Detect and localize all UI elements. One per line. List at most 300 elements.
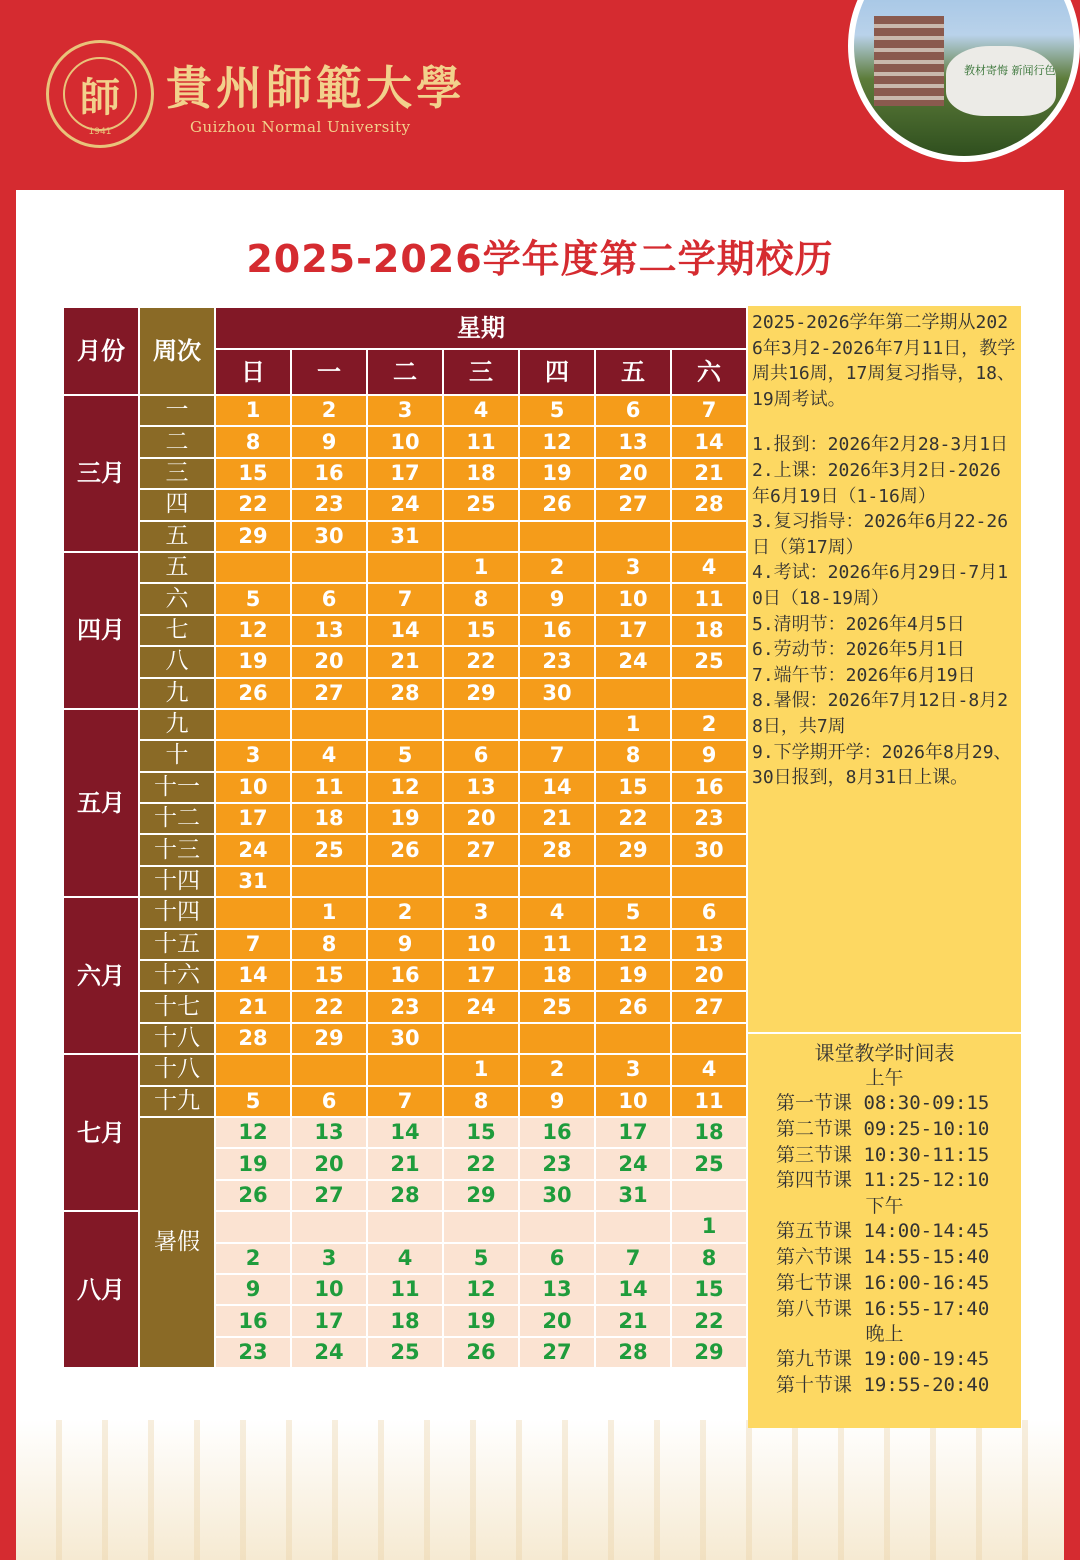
university-name-en: Guizhou Normal University [190, 118, 411, 136]
empty-day-cell [367, 709, 443, 740]
day-cell: 12 [443, 1274, 519, 1305]
day-cell: 7 [215, 929, 291, 960]
day-cell: 4 [291, 740, 367, 771]
table-row [63, 834, 747, 865]
empty-day-cell [215, 897, 291, 928]
day-cell: 8 [443, 583, 519, 614]
empty-day-cell [595, 866, 671, 897]
week-number: 三 [139, 458, 215, 489]
day-cell: 5 [367, 740, 443, 771]
week-number: 十八 [139, 1023, 215, 1054]
day-cell: 5 [215, 583, 291, 614]
day-cell: 18 [671, 1117, 747, 1148]
week-number: 十二 [139, 803, 215, 834]
day-cell: 22 [595, 803, 671, 834]
empty-day-cell [595, 521, 671, 552]
empty-day-cell [367, 866, 443, 897]
period-evening: 晚上 [865, 1323, 904, 1346]
day-cell: 20 [595, 458, 671, 489]
day-cell: 27 [291, 1180, 367, 1211]
day-cell: 17 [367, 458, 443, 489]
table-header-row [63, 307, 747, 349]
day-cell: 24 [291, 1337, 367, 1368]
day-cell: 8 [443, 1086, 519, 1117]
day-cell: 24 [595, 1148, 671, 1179]
day-cell: 25 [519, 991, 595, 1022]
day-cell: 15 [215, 458, 291, 489]
month-label: 六月 [63, 897, 139, 1054]
weekday-label: 三 [443, 349, 519, 395]
empty-day-cell [519, 1211, 595, 1242]
day-cell: 1 [291, 897, 367, 928]
rock-inscription: 教材寄悔 新闻行色 [964, 64, 1056, 77]
table-row [63, 395, 747, 426]
day-cell: 6 [519, 1243, 595, 1274]
empty-day-cell [519, 1023, 595, 1054]
day-cell: 10 [215, 772, 291, 803]
day-cell: 5 [519, 395, 595, 426]
table-row [63, 897, 747, 928]
day-cell: 21 [215, 991, 291, 1022]
month-label: 七月 [63, 1054, 139, 1211]
week-number: 九 [139, 709, 215, 740]
weekday-label: 四 [519, 349, 595, 395]
day-cell: 22 [291, 991, 367, 1022]
schedule-row: 第六节课 14:55-15:40 [776, 1245, 990, 1268]
day-cell: 24 [595, 646, 671, 677]
schedule-row: 第二节课 09:25-10:10 [776, 1117, 990, 1140]
week-number: 六 [139, 583, 215, 614]
day-cell: 26 [215, 678, 291, 709]
calendar-table [62, 306, 748, 1369]
table-row [63, 678, 747, 709]
day-cell: 28 [519, 834, 595, 865]
day-cell: 2 [671, 709, 747, 740]
day-cell: 1 [443, 1054, 519, 1085]
day-cell: 14 [215, 960, 291, 991]
day-cell: 4 [671, 1054, 747, 1085]
day-cell: 30 [519, 1180, 595, 1211]
day-cell: 4 [671, 552, 747, 583]
day-cell: 20 [443, 803, 519, 834]
empty-day-cell [291, 1211, 367, 1242]
day-cell: 7 [367, 1086, 443, 1117]
day-cell: 16 [215, 1305, 291, 1336]
day-cell: 22 [671, 1305, 747, 1336]
day-cell: 1 [671, 1211, 747, 1242]
day-cell: 11 [367, 1274, 443, 1305]
table-row [63, 489, 747, 520]
table-row [63, 709, 747, 740]
week-number: 十九 [139, 1086, 215, 1117]
week-number: 十七 [139, 991, 215, 1022]
day-cell: 9 [291, 426, 367, 457]
week-number: 十 [139, 740, 215, 771]
day-cell: 30 [367, 1023, 443, 1054]
day-cell: 12 [519, 426, 595, 457]
day-cell: 4 [367, 1243, 443, 1274]
day-cell: 16 [367, 960, 443, 991]
notes-item: 6.劳动节：2026年5月1日 [752, 639, 965, 661]
day-cell: 15 [595, 772, 671, 803]
day-cell: 14 [671, 426, 747, 457]
day-cell: 1 [595, 709, 671, 740]
schedule-row: 第七节课 16:00-16:45 [776, 1271, 990, 1294]
day-cell: 8 [291, 929, 367, 960]
day-cell: 7 [519, 740, 595, 771]
day-cell: 9 [671, 740, 747, 771]
week-number: 二 [139, 426, 215, 457]
day-cell: 15 [443, 1117, 519, 1148]
empty-day-cell [443, 866, 519, 897]
day-cell: 26 [367, 834, 443, 865]
day-cell: 3 [367, 395, 443, 426]
month-label: 五月 [63, 709, 139, 897]
day-cell: 13 [671, 929, 747, 960]
day-cell: 21 [367, 646, 443, 677]
class-schedule [748, 1036, 1021, 1399]
empty-day-cell [215, 1211, 291, 1242]
table-row [63, 552, 747, 583]
day-cell: 12 [215, 615, 291, 646]
day-cell: 22 [215, 489, 291, 520]
day-cell: 15 [671, 1274, 747, 1305]
day-cell: 9 [519, 1086, 595, 1117]
month-label: 四月 [63, 552, 139, 709]
day-cell: 14 [367, 615, 443, 646]
empty-day-cell [519, 866, 595, 897]
weekday-label: 一 [291, 349, 367, 395]
vacation-label: 暑假 [139, 1117, 215, 1368]
day-cell: 5 [215, 1086, 291, 1117]
empty-day-cell [215, 1054, 291, 1085]
day-cell: 27 [595, 489, 671, 520]
day-cell: 2 [519, 552, 595, 583]
table-row [63, 1054, 747, 1085]
schedule-row: 第一节课 08:30-09:15 [776, 1092, 990, 1114]
day-cell: 5 [595, 897, 671, 928]
day-cell: 20 [291, 646, 367, 677]
day-cell: 18 [291, 803, 367, 834]
schedule-row: 第八节课 16:55-17:40 [776, 1297, 990, 1320]
day-cell: 24 [367, 489, 443, 520]
day-cell: 15 [291, 960, 367, 991]
day-cell: 13 [291, 615, 367, 646]
day-cell: 28 [367, 1180, 443, 1211]
week-number: 十六 [139, 960, 215, 991]
week-number: 十四 [139, 897, 215, 928]
day-cell: 17 [595, 615, 671, 646]
schedule-row: 第十节课 19:55-20:40 [776, 1374, 990, 1397]
notes-item: 4.考试：2026年6月29日-7月10日（18-19周） [752, 562, 1009, 609]
day-cell: 12 [595, 929, 671, 960]
day-cell: 6 [291, 583, 367, 614]
empty-day-cell [291, 709, 367, 740]
empty-day-cell [671, 866, 747, 897]
day-cell: 19 [519, 458, 595, 489]
day-cell: 19 [367, 803, 443, 834]
week-number: 十四 [139, 866, 215, 897]
page-header [0, 0, 1080, 190]
weekday-label: 五 [595, 349, 671, 395]
day-cell: 23 [671, 803, 747, 834]
day-cell: 17 [291, 1305, 367, 1336]
day-cell: 28 [595, 1337, 671, 1368]
day-cell: 17 [215, 803, 291, 834]
day-cell: 12 [215, 1117, 291, 1148]
empty-day-cell [291, 1054, 367, 1085]
empty-day-cell [367, 552, 443, 583]
day-cell: 26 [215, 1180, 291, 1211]
day-cell: 6 [443, 740, 519, 771]
day-cell: 9 [215, 1274, 291, 1305]
day-cell: 25 [671, 1148, 747, 1179]
day-cell: 29 [595, 834, 671, 865]
day-cell: 13 [595, 426, 671, 457]
day-cell: 25 [291, 834, 367, 865]
schedule-row: 第九节课 19:00-19:45 [776, 1348, 990, 1371]
semester-notes [752, 310, 1018, 791]
period-afternoon: 下午 [865, 1195, 904, 1218]
day-cell: 3 [291, 1243, 367, 1274]
table-row [63, 803, 747, 834]
empty-day-cell [519, 521, 595, 552]
day-cell: 4 [519, 897, 595, 928]
empty-day-cell [595, 1211, 671, 1242]
table-row [63, 929, 747, 960]
week-number: 一 [139, 395, 215, 426]
weekday-label: 日 [215, 349, 291, 395]
footer-campus-illustration [16, 1420, 1064, 1560]
table-row [63, 615, 747, 646]
day-cell: 7 [595, 1243, 671, 1274]
day-cell: 22 [443, 646, 519, 677]
day-cell: 23 [519, 1148, 595, 1179]
day-cell: 16 [291, 458, 367, 489]
day-cell: 8 [215, 426, 291, 457]
schedule-title: 课堂教学时间表 [814, 1041, 955, 1065]
day-cell: 22 [443, 1148, 519, 1179]
day-cell: 4 [443, 395, 519, 426]
empty-day-cell [671, 1023, 747, 1054]
day-cell: 16 [519, 1117, 595, 1148]
day-cell: 10 [595, 1086, 671, 1117]
table-row [63, 426, 747, 457]
day-cell: 18 [367, 1305, 443, 1336]
day-cell: 6 [595, 395, 671, 426]
day-cell: 11 [671, 583, 747, 614]
day-cell: 16 [519, 615, 595, 646]
schedule-row: 第三节课 10:30-11:15 [776, 1143, 990, 1166]
day-cell: 3 [443, 897, 519, 928]
week-number: 四 [139, 489, 215, 520]
day-cell: 19 [215, 646, 291, 677]
day-cell: 3 [595, 552, 671, 583]
day-cell: 21 [595, 1305, 671, 1336]
table-row [63, 960, 747, 991]
day-cell: 27 [443, 834, 519, 865]
table-row [63, 1023, 747, 1054]
day-cell: 7 [367, 583, 443, 614]
empty-day-cell [671, 521, 747, 552]
notes-item: 7.端午节：2026年6月19日 [752, 664, 976, 686]
day-cell: 6 [291, 1086, 367, 1117]
day-cell: 29 [291, 1023, 367, 1054]
empty-day-cell [595, 1023, 671, 1054]
notes-item: 9.下学期开学：2026年8月29、30日报到，8月31日上课。 [752, 741, 1012, 789]
photo-building [874, 16, 944, 106]
table-row [63, 646, 747, 677]
day-cell: 29 [671, 1337, 747, 1368]
day-cell: 13 [291, 1117, 367, 1148]
empty-day-cell [215, 709, 291, 740]
empty-day-cell [671, 1180, 747, 1211]
day-cell: 27 [291, 678, 367, 709]
empty-day-cell [443, 1023, 519, 1054]
table-row [63, 740, 747, 771]
day-cell: 23 [291, 489, 367, 520]
day-cell: 21 [367, 1148, 443, 1179]
day-cell: 23 [215, 1337, 291, 1368]
day-cell: 27 [671, 991, 747, 1022]
day-cell: 18 [519, 960, 595, 991]
week-number: 七 [139, 615, 215, 646]
day-cell: 10 [291, 1274, 367, 1305]
table-row [63, 521, 747, 552]
month-label: 八月 [63, 1211, 139, 1368]
campus-photo [848, 0, 1080, 162]
week-number: 十八 [139, 1054, 215, 1085]
day-cell: 8 [671, 1243, 747, 1274]
day-cell: 2 [291, 395, 367, 426]
table-row [63, 772, 747, 803]
day-cell: 13 [443, 772, 519, 803]
day-cell: 28 [367, 678, 443, 709]
period-morning: 上午 [865, 1067, 904, 1089]
empty-day-cell [367, 1054, 443, 1085]
day-cell: 19 [215, 1148, 291, 1179]
day-cell: 30 [671, 834, 747, 865]
day-cell: 29 [443, 678, 519, 709]
day-cell: 7 [671, 395, 747, 426]
week-number: 五 [139, 552, 215, 583]
day-cell: 28 [671, 489, 747, 520]
day-cell: 19 [443, 1305, 519, 1336]
day-cell: 11 [443, 426, 519, 457]
day-cell: 31 [595, 1180, 671, 1211]
day-cell: 31 [215, 866, 291, 897]
day-cell: 5 [443, 1243, 519, 1274]
day-cell: 25 [367, 1337, 443, 1368]
day-cell: 24 [443, 991, 519, 1022]
day-cell: 23 [519, 646, 595, 677]
day-cell: 25 [443, 489, 519, 520]
header-week: 周次 [139, 307, 215, 395]
day-cell: 11 [519, 929, 595, 960]
week-number: 十一 [139, 772, 215, 803]
day-cell: 31 [367, 521, 443, 552]
notes-item: 5.清明节：2026年4月5日 [752, 613, 965, 635]
day-cell: 24 [215, 834, 291, 865]
day-cell: 16 [671, 772, 747, 803]
notes-item: 2.上课：2026年3月2日-2026年6月19日（1-16周） [752, 459, 1001, 507]
header-month: 月份 [63, 307, 139, 395]
empty-day-cell [291, 552, 367, 583]
day-cell: 1 [215, 395, 291, 426]
day-cell: 29 [215, 521, 291, 552]
day-cell: 29 [443, 1180, 519, 1211]
day-cell: 11 [291, 772, 367, 803]
empty-day-cell [291, 866, 367, 897]
week-number: 五 [139, 521, 215, 552]
day-cell: 30 [519, 678, 595, 709]
empty-day-cell [595, 678, 671, 709]
day-cell: 2 [367, 897, 443, 928]
day-cell: 15 [443, 615, 519, 646]
day-cell: 14 [367, 1117, 443, 1148]
day-cell: 2 [519, 1054, 595, 1085]
day-cell: 11 [671, 1086, 747, 1117]
day-cell: 1 [443, 552, 519, 583]
day-cell: 21 [519, 803, 595, 834]
day-cell: 10 [367, 426, 443, 457]
day-cell: 28 [215, 1023, 291, 1054]
day-cell: 26 [595, 991, 671, 1022]
day-cell: 17 [595, 1117, 671, 1148]
table-row [63, 458, 747, 489]
day-cell: 8 [595, 740, 671, 771]
day-cell: 26 [443, 1337, 519, 1368]
day-cell: 3 [215, 740, 291, 771]
empty-day-cell [367, 1211, 443, 1242]
photo-inscribed-rock [946, 46, 1056, 116]
day-cell: 14 [595, 1274, 671, 1305]
table-row [63, 866, 747, 897]
day-cell: 20 [671, 960, 747, 991]
day-cell: 18 [443, 458, 519, 489]
notes-item: 8.暑假：2026年7月12日-8月28日，共7周 [752, 690, 1009, 737]
notes-intro: 2025-2026学年第二学期从2026年3月2-2026年7月11日，教学周共16周，17周复习指导，18、19周考试。 [752, 312, 1016, 410]
day-cell: 19 [595, 960, 671, 991]
empty-day-cell [671, 678, 747, 709]
table-row [63, 991, 747, 1022]
university-seal-icon [46, 40, 154, 148]
day-cell: 17 [443, 960, 519, 991]
table-row [63, 1117, 747, 1148]
day-cell: 26 [519, 489, 595, 520]
empty-day-cell [443, 521, 519, 552]
notes-item: 1.报到：2026年2月28-3月1日 [752, 434, 1009, 456]
day-cell: 20 [291, 1148, 367, 1179]
weekday-label: 六 [671, 349, 747, 395]
week-number: 八 [139, 646, 215, 677]
table-row [63, 1086, 747, 1117]
weekday-label: 二 [367, 349, 443, 395]
day-cell: 12 [367, 772, 443, 803]
empty-day-cell [519, 709, 595, 740]
week-number: 十三 [139, 834, 215, 865]
notes-panel [748, 306, 1021, 1428]
day-cell: 10 [595, 583, 671, 614]
day-cell: 13 [519, 1274, 595, 1305]
month-label: 三月 [63, 395, 139, 552]
notes-item: 3.复习指导：2026年6月22-26日（第17周） [752, 511, 1009, 558]
week-number: 十五 [139, 929, 215, 960]
schedule-row: 第五节课 14:00-14:45 [776, 1220, 990, 1243]
schedule-row: 第四节课 11:25-12:10 [776, 1169, 990, 1192]
empty-day-cell [443, 1211, 519, 1242]
day-cell: 2 [215, 1243, 291, 1274]
